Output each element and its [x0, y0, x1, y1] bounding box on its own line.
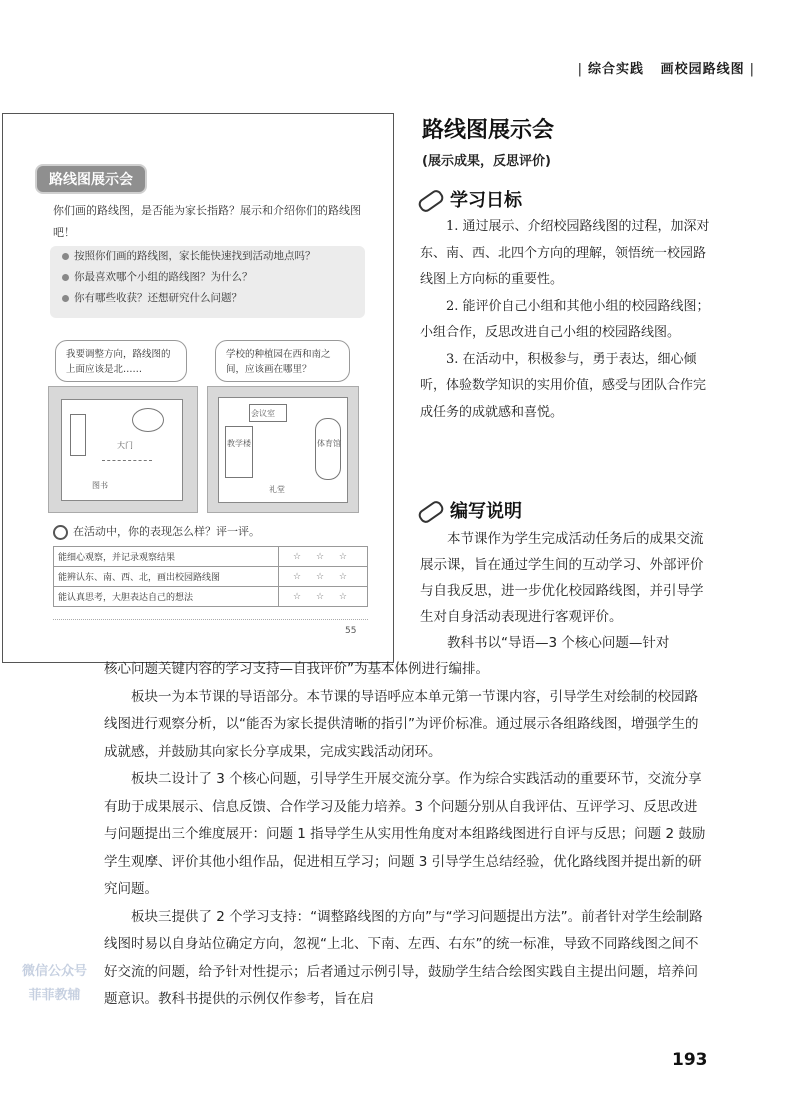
- bullet-icon: [62, 295, 69, 302]
- map-label: 体育馆: [317, 439, 341, 448]
- map-label: 礼堂: [269, 485, 285, 494]
- paragraph: 板块三提供了 2 个学习支持：“调整路线图的方向”与“学习问题提出方法”。前者针对学生绘制路线图时易以自身站位确定方向，忽视“上北、下南、左西、右东”的统一标准，导致不同路线图之间不好交流的问题，给予针对性提示；后者通过示例引导，鼓励学生结合绘图实践自主提出问题，培养问题意识。教科书提供的示例仅作参考，旨在启: [104, 908, 703, 1007]
- star-rating: ☆ ☆ ☆: [279, 547, 368, 567]
- paragraph: 板块二设计了 3 个核心问题，引导学生开展交流分享。作为综合实践活动的重要环节，交流分享有助于成果展示、信息反馈、合作学习及能力培养。3 个问题分别从自我评估、互评学习、反思改进与问题提出三个维度展开：问题 1 指导学生从实用性角度对本组路线图进行自评与反思；问题 2 鼓励学生观摩、评价其他小组作品，促进相互学习；问题 3 引导学生总结经验，优化路线图并提出新的研究问题。: [104, 771, 706, 897]
- paragraph: 教科书以“导语—3 个核心问题—针对: [447, 635, 670, 651]
- paperclip-icon: [416, 188, 445, 214]
- map-label: 图书: [92, 481, 108, 490]
- paperclip-icon: [416, 499, 445, 525]
- paragraph: 板块一为本节课的导语部分。本节课的导语呼应本单元第一节课内容，引导学生对绘制的校园路线图进行观察分析，以“能否为家长提供清晰的指引”为评价标准。通过展示各组路线图，增强学生的成就感，并鼓励其向家长分享成果，完成实践活动闭环。: [104, 688, 699, 760]
- map-label: 教学楼: [227, 439, 251, 448]
- school-map-right: [218, 397, 348, 503]
- eval-prompt: 在活动中，你的表现怎么样？评一评。: [53, 523, 260, 540]
- bullet-icon: [62, 253, 69, 260]
- goals-list: [420, 214, 710, 426]
- running-header: [573, 58, 760, 77]
- speech-bubble-right: 学校的种植园在西和南之间，应该画在哪里？: [215, 340, 350, 382]
- notes-heading: 编写说明: [418, 497, 522, 523]
- notes-body-wide: [104, 656, 710, 1014]
- section-subtitle: (展示成果，反思评价): [422, 154, 551, 169]
- notes-body-narrow: [420, 526, 710, 656]
- question-item: 按照你们画的路线图，家长能快速找到活动地点吗？: [50, 246, 365, 267]
- star-rating: ☆ ☆ ☆: [279, 567, 368, 587]
- map-panel-right: [207, 386, 359, 513]
- table-row: 能辨认东、南、西、北，画出校园路线图 ☆ ☆ ☆: [54, 567, 368, 587]
- page-number: 193: [672, 1050, 708, 1070]
- map-panel-left: [48, 386, 198, 513]
- section-title: 路线图展示会: [422, 118, 555, 143]
- textbook-intro: 你们画的路线图，是否能为家长指路？展示和介绍你们的路线图吧！: [53, 204, 361, 239]
- question-item: 你最喜欢哪个小组的路线图？为什么？: [50, 267, 365, 288]
- textbook-page-number: 55: [345, 626, 357, 636]
- header-section: 综合实践: [588, 62, 645, 77]
- question-box: [50, 246, 365, 318]
- table-row: 能细心观察，并记录观察结果 ☆ ☆ ☆: [54, 547, 368, 567]
- header-bar-right: |: [749, 62, 755, 77]
- magnifier-icon: [53, 525, 68, 540]
- eval-table: [53, 546, 368, 607]
- goal-item: 2. 能评价自己小组和其他小组的校园路线图；小组合作，反思改进自己小组的校园路线图。: [420, 298, 710, 340]
- header-bar-left: |: [577, 62, 583, 77]
- divider: [53, 619, 368, 620]
- goal-item: 3. 在活动中，积极参与，勇于表达，细心倾听，体验数学知识的实用价值，感受与团队合作完成任务的成就感和喜悦。: [420, 351, 707, 420]
- header-topic: 画校园路线图: [660, 62, 745, 77]
- goals-heading: 学习日标: [418, 186, 522, 212]
- table-row: 能认真思考，大胆表达自己的想法 ☆ ☆ ☆: [54, 587, 368, 607]
- paragraph: 本节课作为学生完成活动任务后的成果交流展示课，旨在通过学生间的互动学习、外部评价与自我反思，进一步优化校园路线图，并引导学生对自身活动表现进行客观评价。: [420, 531, 704, 625]
- map-label: 会议室: [251, 409, 275, 418]
- watermark: 微信公众号 菲菲教辅: [22, 964, 88, 1003]
- school-map-left: [61, 399, 183, 501]
- textbook-page-figure: [2, 113, 394, 663]
- goal-item: 1. 通过展示、介绍校园路线图的过程，加深对东、南、西、北四个方向的理解，领悟统一校园路线图上方向标的重要性。: [420, 219, 710, 287]
- paragraph: 核心问题关键内容的学习支持—自我评价”为基本体例进行编排。: [104, 661, 489, 677]
- star-rating: ☆ ☆ ☆: [279, 587, 368, 607]
- question-item: 你有哪些收获？还想研究什么问题？: [50, 288, 365, 309]
- textbook-tag: 路线图展示会: [37, 166, 145, 192]
- speech-bubble-left: 我要调整方向，路线图的上面应该是北……: [55, 340, 187, 382]
- bullet-icon: [62, 274, 69, 281]
- map-label: 大门: [117, 441, 133, 450]
